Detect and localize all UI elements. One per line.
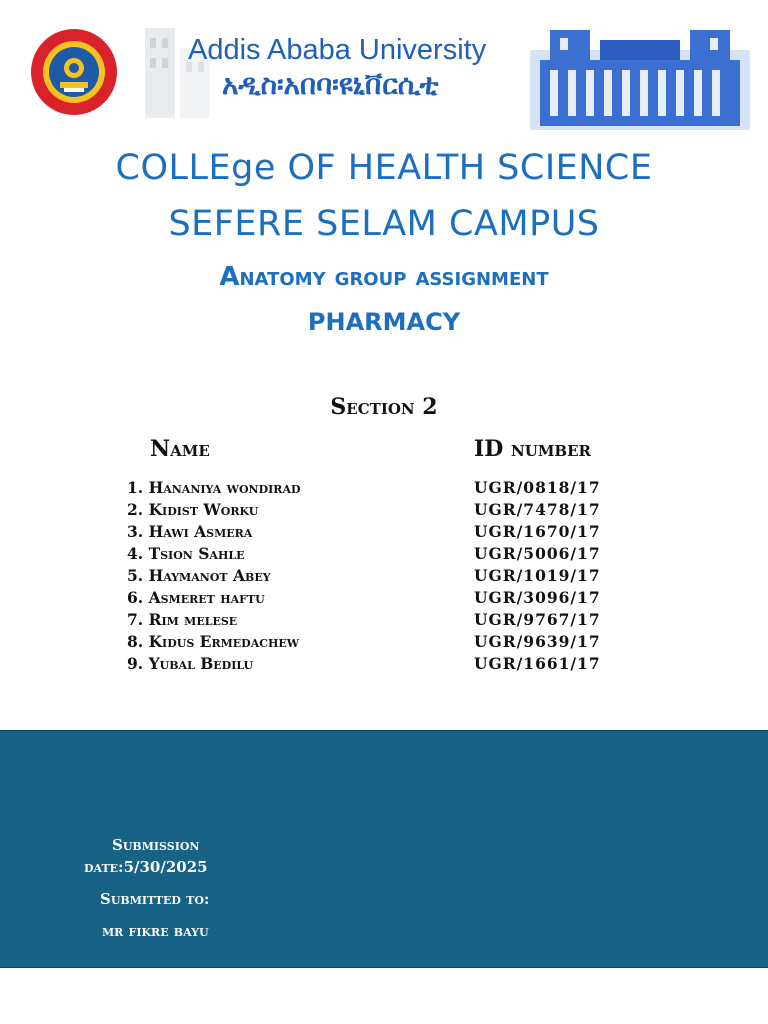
member-row (0, 544, 768, 566)
member-row (0, 610, 768, 632)
member-list (0, 478, 768, 676)
name-column-header: Name (150, 436, 210, 462)
assignment-title: Anatomy group assignment (219, 262, 549, 292)
submission-label: Submission (112, 836, 200, 854)
member-name: 3. Hawi Asmera (127, 522, 253, 541)
member-id: UGR/1019/17 (474, 566, 601, 585)
submitted-to-label: Submitted to: (100, 890, 210, 908)
member-row (0, 588, 768, 610)
member-id: UGR/3096/17 (474, 588, 601, 607)
member-row (0, 478, 768, 500)
member-row (0, 566, 768, 588)
member-name: 6. Asmeret haftu (127, 588, 265, 607)
member-row (0, 500, 768, 522)
member-name: 9. Yubal Bedilu (127, 654, 254, 673)
member-name: 5. Haymanot Abey (127, 566, 271, 585)
campus-title: SEFERE SELAM CAMPUS (168, 204, 600, 244)
member-id: UGR/1661/17 (474, 654, 601, 673)
university-building-icon (520, 10, 760, 136)
university-seal-icon (30, 28, 118, 116)
member-id: UGR/1670/17 (474, 522, 601, 541)
member-name: 7. Rim melese (127, 610, 238, 629)
university-name-amharic: አዲስ፡አበባ፡ዩኒቨርሲቲ (222, 68, 439, 101)
member-row (0, 654, 768, 676)
member-id: UGR/7478/17 (474, 500, 601, 519)
member-id: UGR/0818/17 (474, 478, 601, 497)
member-name: 4. Tsion Sahle (127, 544, 245, 563)
member-row (0, 522, 768, 544)
member-name: 8. Kidus Ermedachew (127, 632, 300, 651)
submission-date: date:5/30/2025 (84, 858, 208, 876)
member-name: 1. Hananiya wondirad (127, 478, 301, 497)
member-id: UGR/5006/17 (474, 544, 601, 563)
university-banner (0, 0, 768, 140)
university-name-english: Addis Ababa University (188, 34, 487, 66)
member-id: UGR/9767/17 (474, 610, 601, 629)
department-title: PHARMACY (307, 308, 461, 336)
section-heading: Section 2 (330, 394, 438, 420)
id-column-header: ID number (474, 436, 592, 462)
member-id: UGR/9639/17 (474, 632, 601, 651)
member-name: 2. Kidist Worku (127, 500, 259, 519)
college-title: COLLEge OF HEALTH SCIENCE (115, 148, 653, 188)
submitted-to-name: mr fikre bayu (102, 922, 209, 940)
member-row (0, 632, 768, 654)
